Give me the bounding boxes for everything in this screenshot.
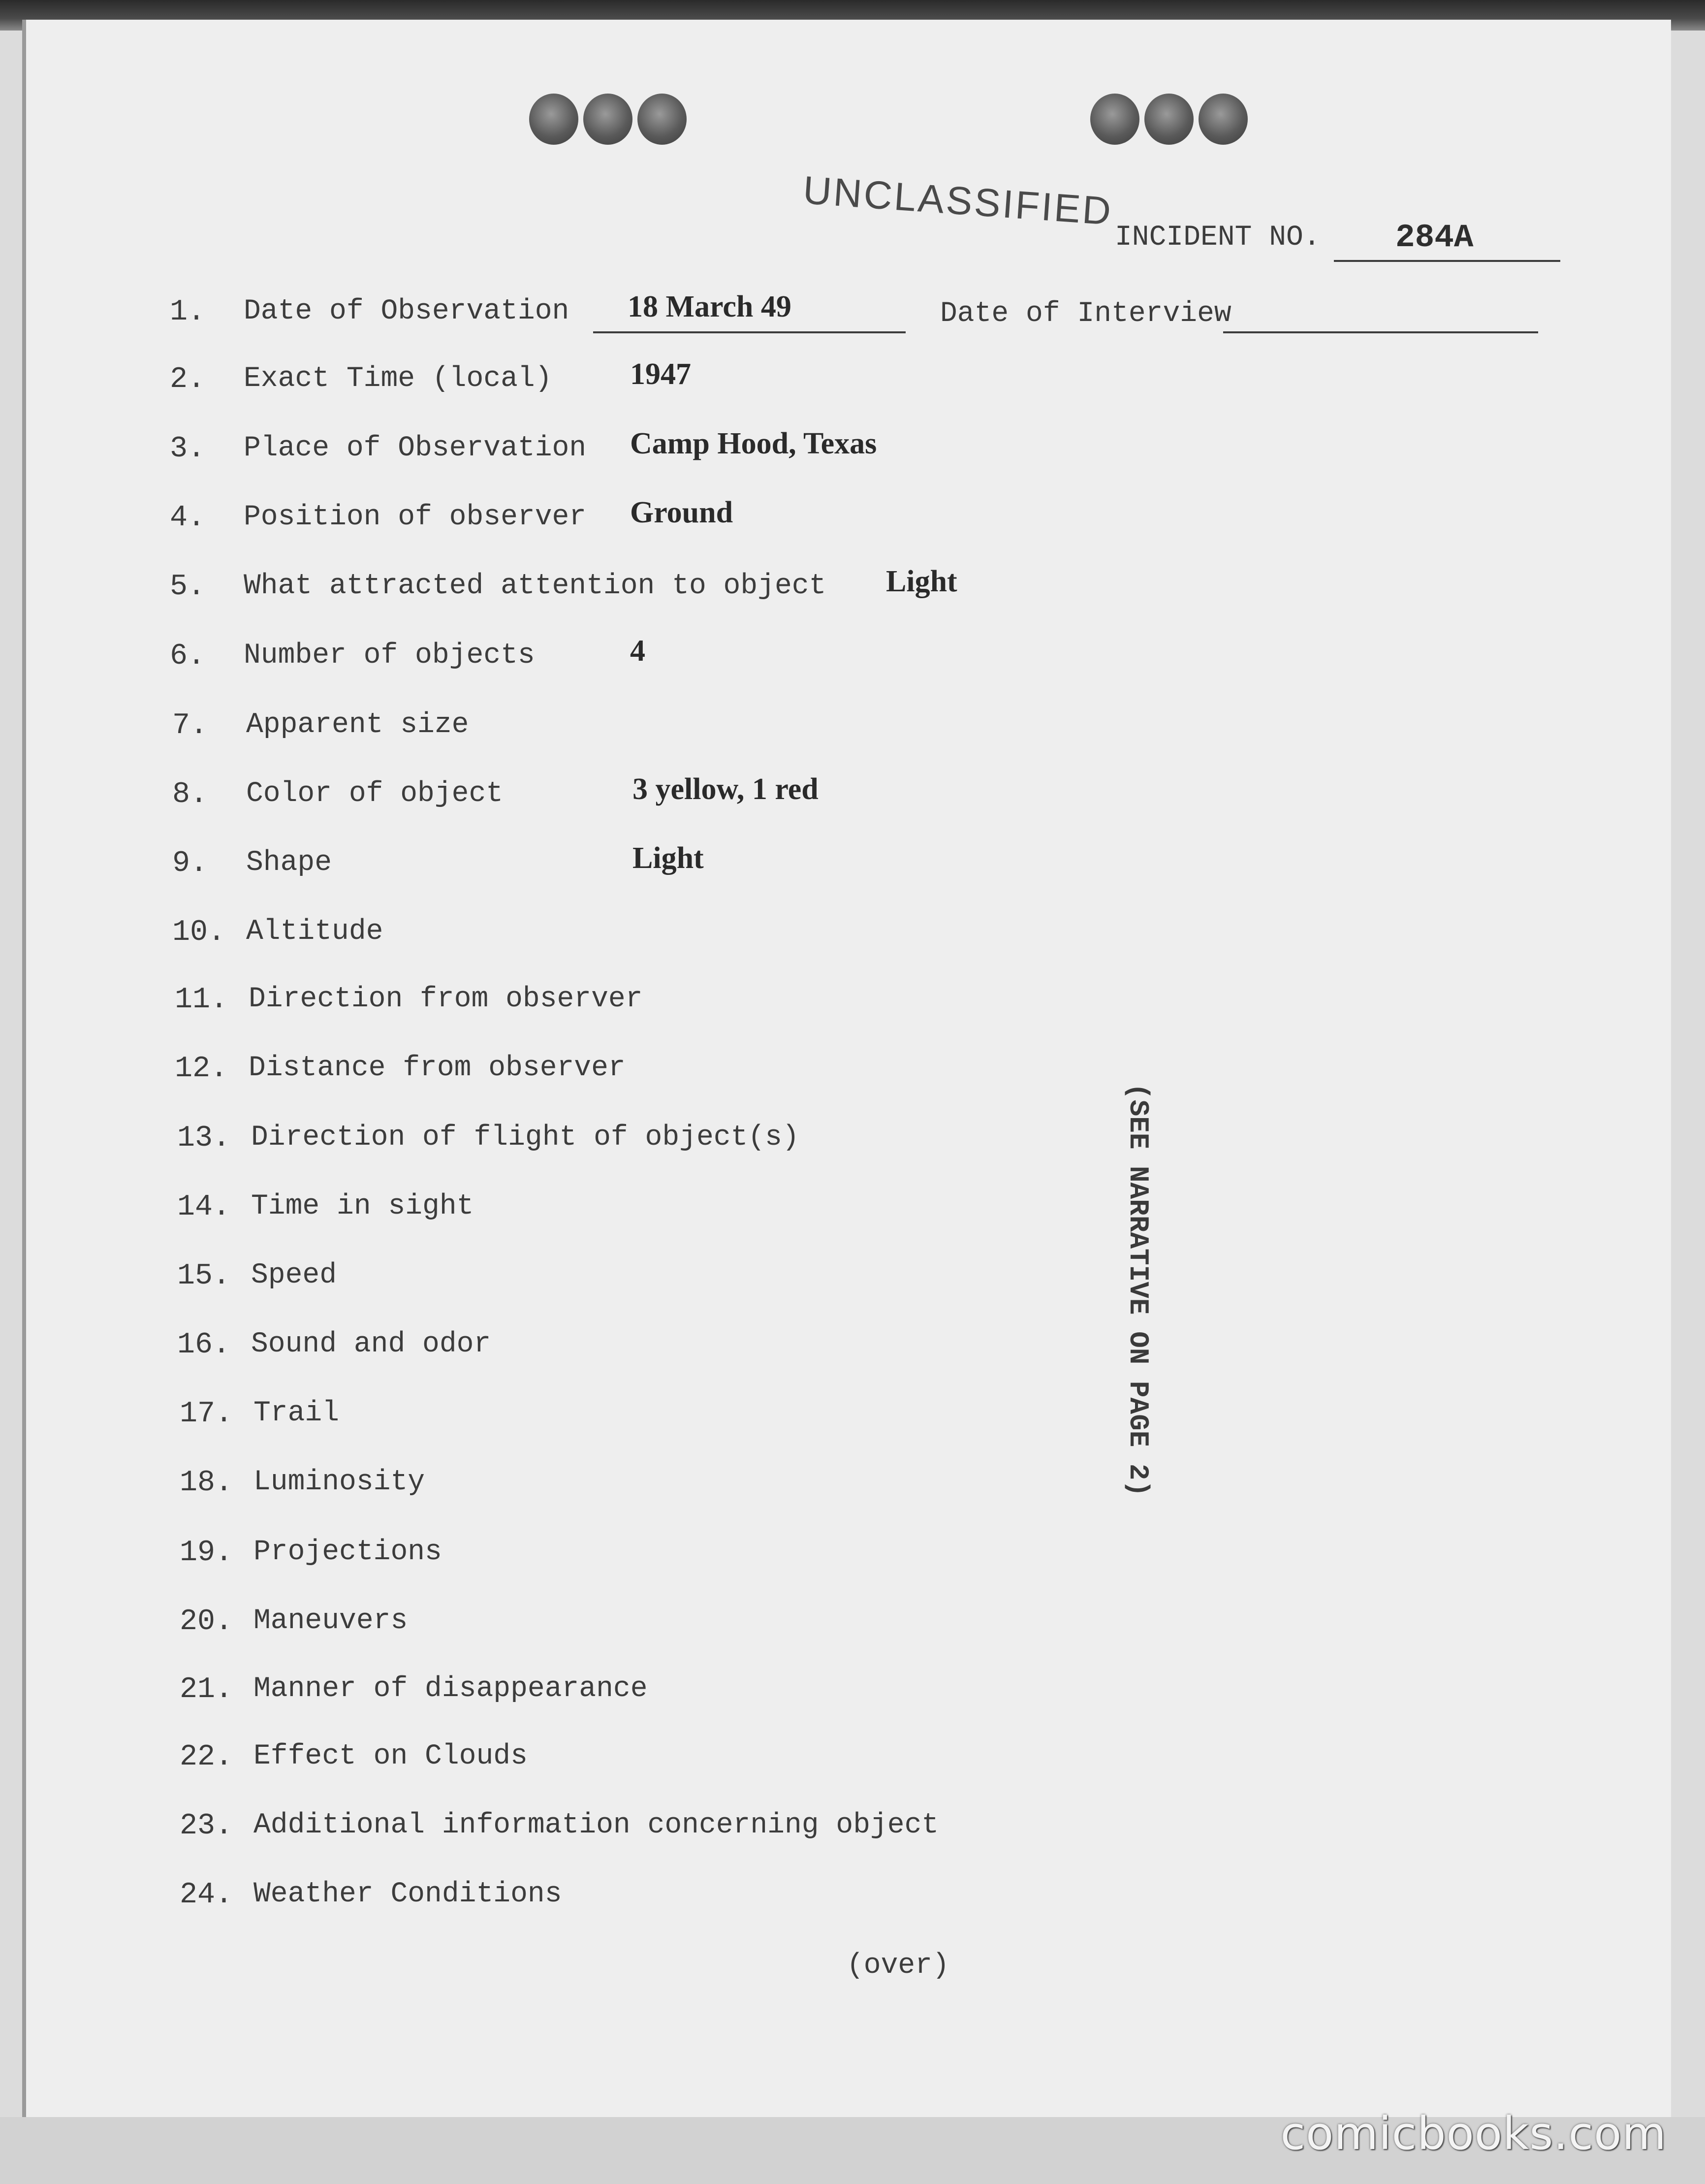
date-of-interview-label: Date of Interview	[940, 298, 1231, 330]
incident-number-label: INCIDENT NO.	[1115, 222, 1321, 254]
form-item-number: 21.	[180, 1673, 233, 1706]
document-page	[22, 20, 1671, 2122]
incident-number-value: 284A	[1395, 219, 1474, 256]
form-item-number: 13.	[177, 1122, 231, 1155]
form-item-label: Number of objects	[244, 640, 535, 672]
form-item-label: What attracted attention to object	[244, 570, 826, 602]
form-item-number: 12.	[175, 1052, 228, 1086]
form-item-label: Time in sight	[251, 1190, 474, 1222]
form-item-number: 2.	[170, 363, 206, 396]
form-item-label: Altitude	[246, 916, 383, 948]
form-item-number: 15.	[177, 1259, 231, 1293]
form-item-label: Effect on Clouds	[253, 1740, 528, 1772]
form-item-label: Date of Observation	[244, 295, 569, 327]
form-item-label: Speed	[251, 1259, 337, 1291]
form-item-number: 24.	[180, 1878, 233, 1912]
form-item-label: Luminosity	[253, 1466, 425, 1498]
punch-hole	[1144, 94, 1194, 145]
form-item-number: 1.	[170, 295, 206, 329]
incident-number-line	[1334, 260, 1560, 262]
form-item-number: 22.	[180, 1740, 233, 1774]
form-item-value: Ground	[630, 496, 733, 529]
form-item-number: 17.	[180, 1397, 233, 1431]
form-item-label: Place of Observation	[244, 432, 587, 464]
form-item-label: Manner of disappearance	[253, 1673, 648, 1705]
form-item-label: Additional information concerning object	[253, 1809, 939, 1841]
form-item-number: 18.	[180, 1466, 233, 1500]
see-narrative-note: (SEE NARRATIVE ON PAGE 2)	[1122, 1083, 1154, 1497]
form-item-label: Direction from observer	[249, 983, 643, 1015]
form-item-number: 20.	[180, 1605, 233, 1638]
form-item-number: 10.	[172, 916, 226, 949]
form-item-label: Shape	[246, 847, 332, 879]
form-item-value: 3 yellow, 1 red	[632, 772, 819, 806]
punch-hole	[637, 94, 687, 145]
punch-hole	[1199, 94, 1248, 145]
form-item-label: Apparent size	[246, 709, 469, 741]
form-item-value: Light	[886, 565, 957, 598]
date-of-interview-line	[1223, 331, 1538, 333]
form-item-label: Maneuvers	[253, 1605, 408, 1637]
form-item-value: 18 March 49	[628, 290, 791, 323]
form-item-label: Trail	[253, 1397, 340, 1429]
form-item-number: 9.	[172, 847, 208, 880]
watermark: comicbooks.com	[1280, 2107, 1667, 2160]
form-item-value: 1947	[630, 357, 691, 391]
classification-stamp: UNCLASSIFIED	[801, 167, 1114, 233]
form-item-number: 8.	[172, 778, 208, 811]
punch-hole	[1090, 94, 1139, 145]
over-note: (over)	[847, 1950, 949, 1982]
form-item-label: Projections	[253, 1536, 442, 1568]
form-item-number: 3.	[170, 432, 206, 466]
form-item-number: 19.	[180, 1536, 233, 1570]
form-item-value: Light	[632, 841, 704, 875]
form-item-value: 4	[630, 634, 645, 668]
form-item-label: Position of observer	[244, 501, 587, 533]
scan-left-edge	[22, 20, 26, 2122]
punch-hole	[583, 94, 632, 145]
form-item-number: 11.	[175, 983, 228, 1017]
form-item-label: Exact Time (local)	[244, 363, 552, 395]
punch-hole	[529, 94, 578, 145]
form-item-label: Weather Conditions	[253, 1878, 562, 1910]
form-item-number: 14.	[177, 1190, 231, 1224]
form-item-label: Distance from observer	[249, 1052, 626, 1084]
form-item-label: Color of object	[246, 778, 504, 810]
form-item-number: 6.	[170, 640, 206, 673]
form-item-number: 4.	[170, 501, 206, 535]
form-item-value: Camp Hood, Texas	[630, 427, 877, 460]
form-item-number: 23.	[180, 1809, 233, 1843]
form-item-label: Direction of flight of object(s)	[251, 1122, 799, 1154]
form-item-number: 7.	[172, 709, 208, 742]
form-item-number: 16.	[177, 1328, 231, 1362]
form-item-label: Sound and odor	[251, 1328, 491, 1360]
form-item-number: 5.	[170, 570, 206, 604]
date-of-observation-line	[593, 331, 906, 333]
